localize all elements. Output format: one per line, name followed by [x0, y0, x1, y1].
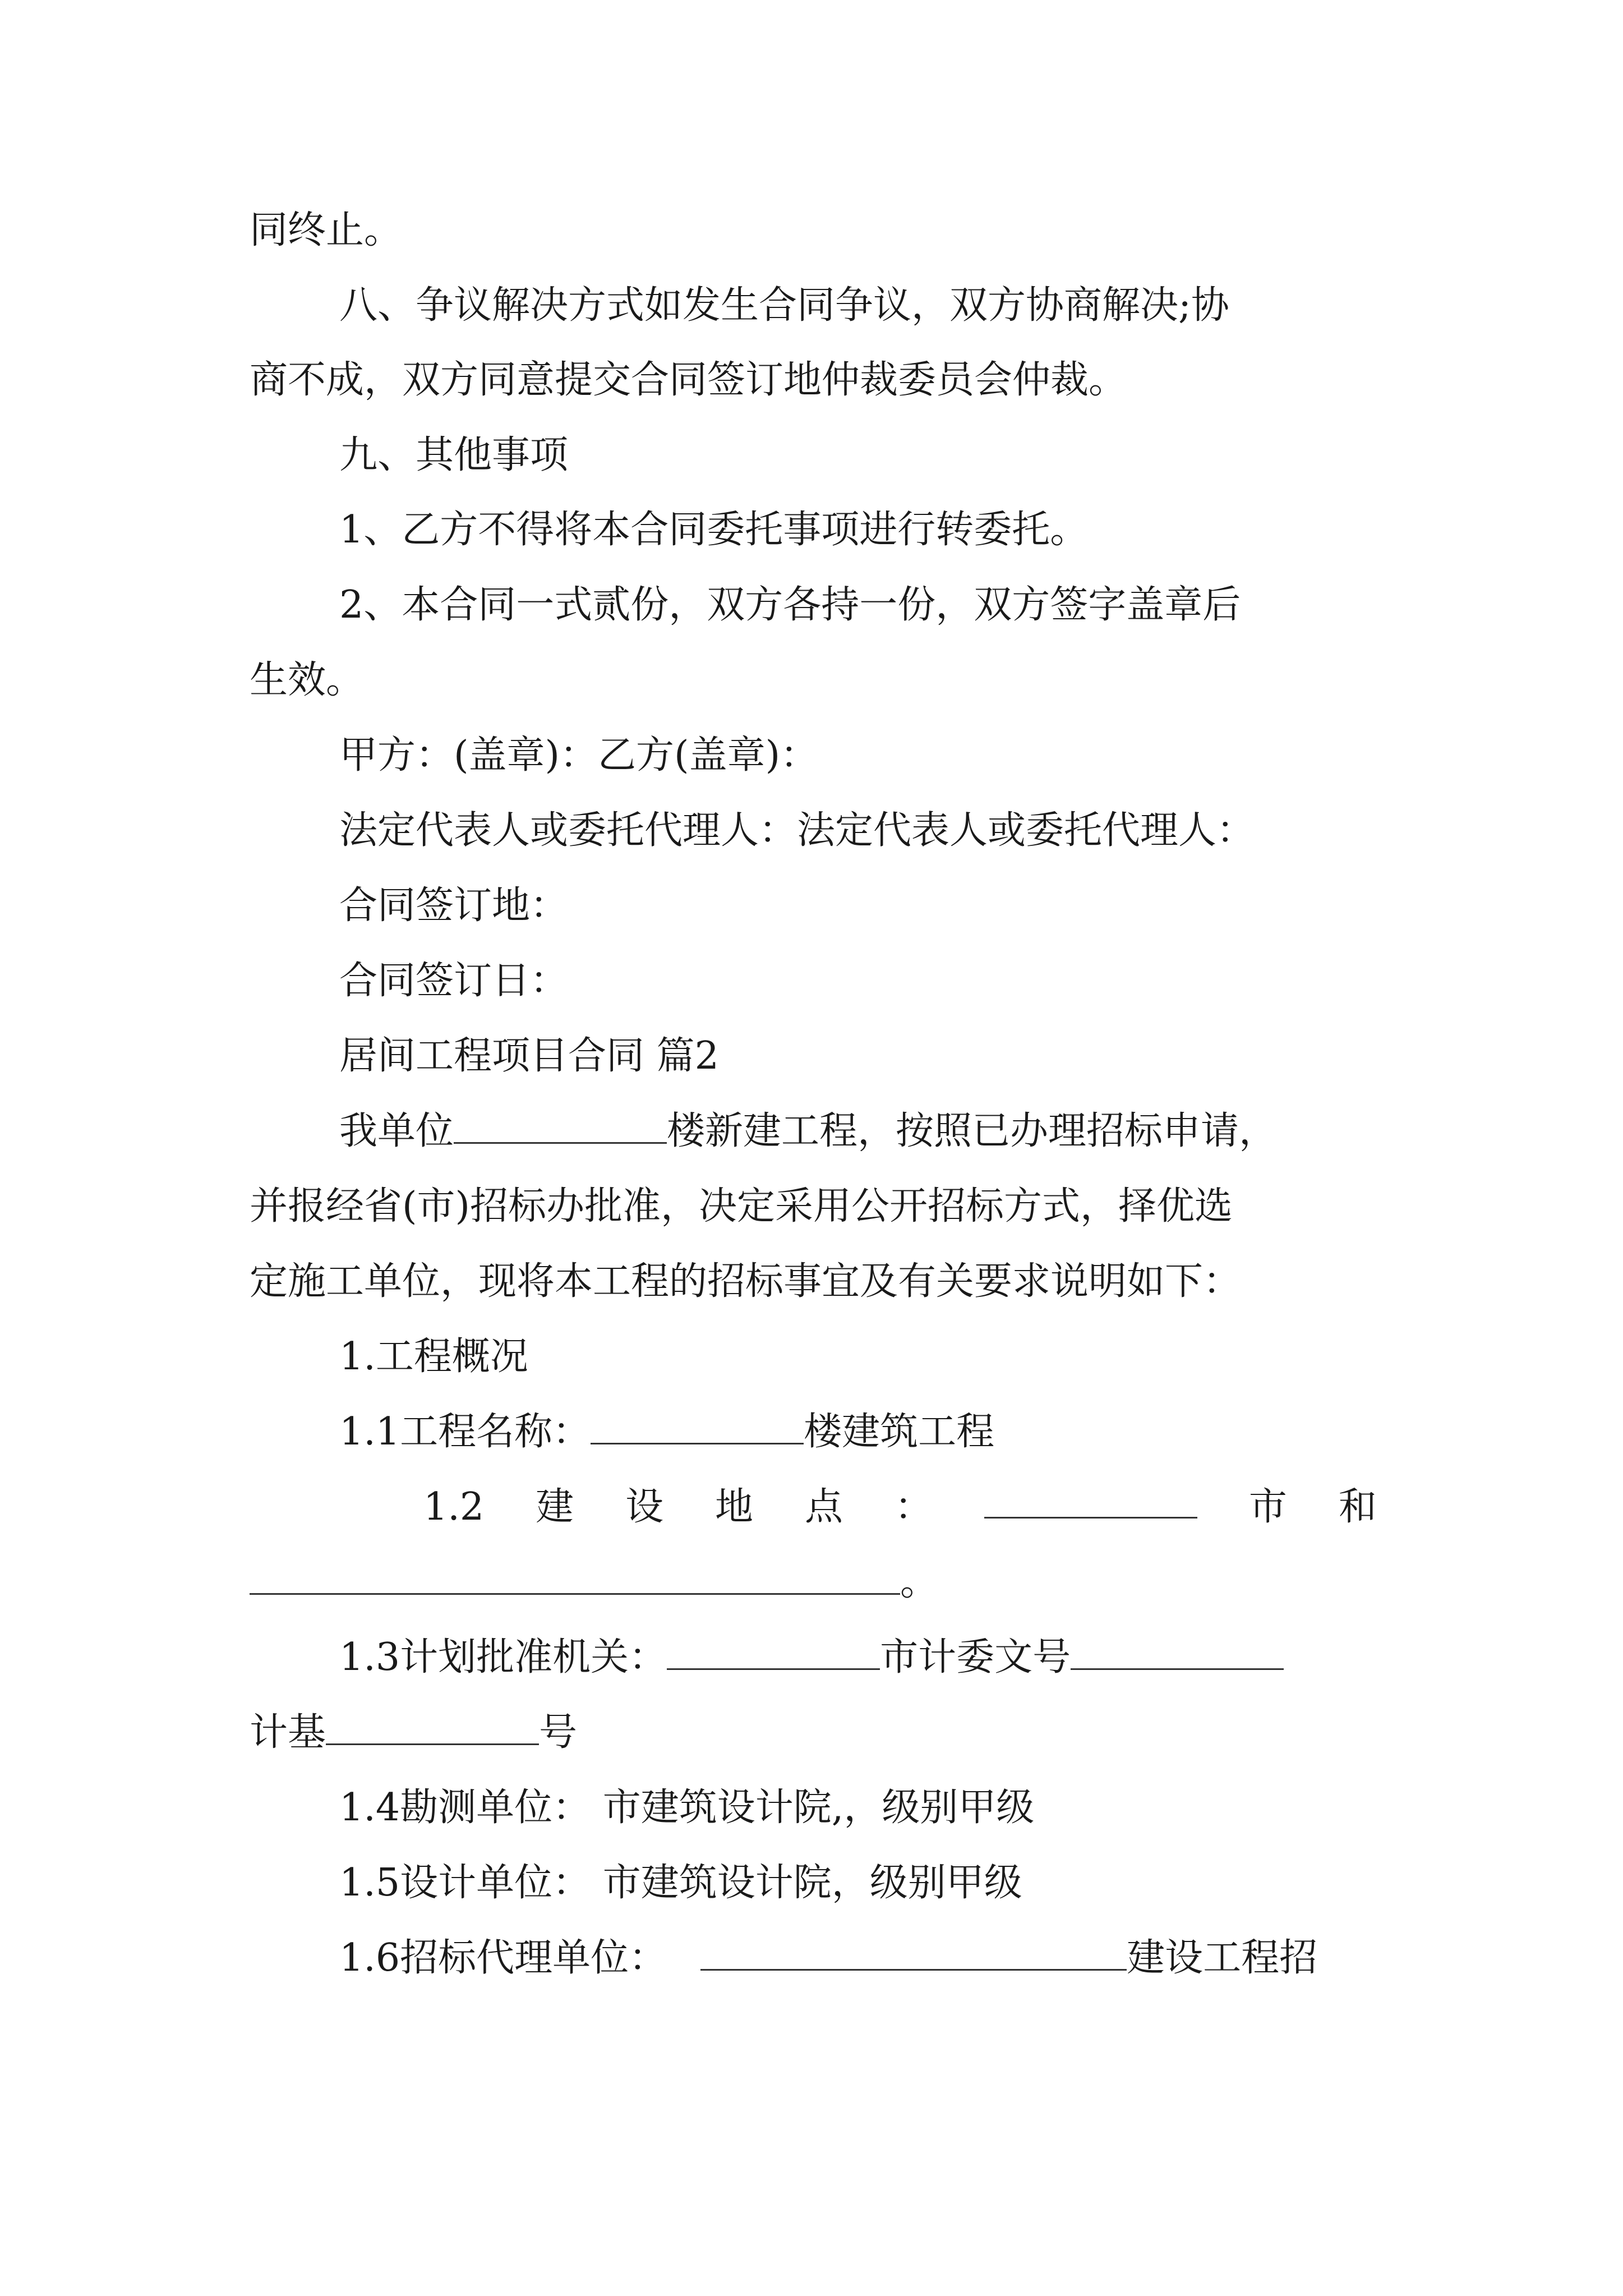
text-line: 1.5设计单位： 市建筑设计院，级别甲级: [339, 1861, 1022, 1905]
text-line: 合同签订日：: [339, 959, 569, 1003]
text-line: 生效。: [250, 658, 365, 702]
text-line: [339, 1106, 1377, 1157]
text-segment: 点: [805, 1485, 843, 1529]
section-heading: 1.工程概况: [339, 1335, 528, 1379]
text-segment: 建: [536, 1485, 574, 1529]
text-line: 合同签订地：: [339, 884, 569, 928]
text-line: [339, 1632, 1377, 1683]
text-line: 八、争议解决方式如发生合同争议，双方协商解决;协: [339, 283, 1229, 328]
text-segment: 设: [625, 1485, 664, 1529]
text-segment: 市: [1248, 1485, 1287, 1529]
fill-blank: [984, 1482, 1197, 1519]
text-segment: 1.1工程名称：: [339, 1410, 591, 1454]
text-segment: 1.6招标代理单位：: [339, 1936, 667, 1980]
text-line: [339, 1933, 1377, 1984]
text-line: [250, 1708, 1377, 1758]
text-line: 商不成，双方同意提交合同签订地仲裁委员会仲裁。: [250, 358, 1127, 402]
text-line: 2、本合同一式贰份，双方各持一份，双方签字盖章后: [339, 583, 1241, 627]
text-line: 并报经省(市)招标办批准，决定采用公开招标方式，择优选: [250, 1184, 1233, 1228]
text-segment: 地: [715, 1485, 754, 1529]
text-segment: ：: [894, 1485, 933, 1529]
text-line: 定施工单位，现将本工程的招标事宜及有关要求说明如下：: [250, 1259, 1242, 1304]
fill-blank: [454, 1107, 667, 1144]
fill-blank: [250, 1558, 900, 1595]
text-segment: 我单位: [339, 1109, 454, 1153]
signature-line: 法定代表人或委托代理人：法定代表人或委托代理人：: [339, 808, 1255, 853]
fill-blank: [1071, 1634, 1284, 1670]
text-line: [339, 1407, 1377, 1457]
document-title: 居间工程项目合同 篇2: [339, 1034, 719, 1078]
text-segment: 和: [1338, 1485, 1377, 1529]
text-line: 1.4勘测单位： 市建筑设计院,，级别甲级: [339, 1786, 1035, 1830]
fill-blank: [700, 1934, 1127, 1971]
text-segment: 楼建筑工程: [804, 1410, 995, 1454]
text-segment: 1.3计划批准机关：: [339, 1635, 667, 1680]
text-segment: 楼新建工程，按照已办理招标申请，: [667, 1109, 1278, 1153]
section-heading: 九、其他事项: [339, 433, 569, 477]
text-line: 1、乙方不得将本合同委托事项进行转委托。: [339, 508, 1089, 552]
text-segment: 1.2: [423, 1485, 485, 1529]
fill-blank: [591, 1408, 804, 1444]
text-line: [423, 1482, 1377, 1533]
text-segment: 。: [900, 1560, 939, 1604]
signature-line: 甲方：(盖章)：乙方(盖章)：: [339, 733, 819, 777]
text-line: 同终止。: [250, 208, 403, 252]
text-line: [250, 1557, 1377, 1608]
text-segment: 号: [539, 1710, 578, 1755]
text-segment: 计基: [250, 1710, 326, 1755]
text-segment: 建设工程招: [1127, 1936, 1318, 1980]
fill-blank: [667, 1634, 880, 1670]
fill-blank: [326, 1709, 539, 1745]
text-segment: 市计委文号: [880, 1635, 1071, 1680]
